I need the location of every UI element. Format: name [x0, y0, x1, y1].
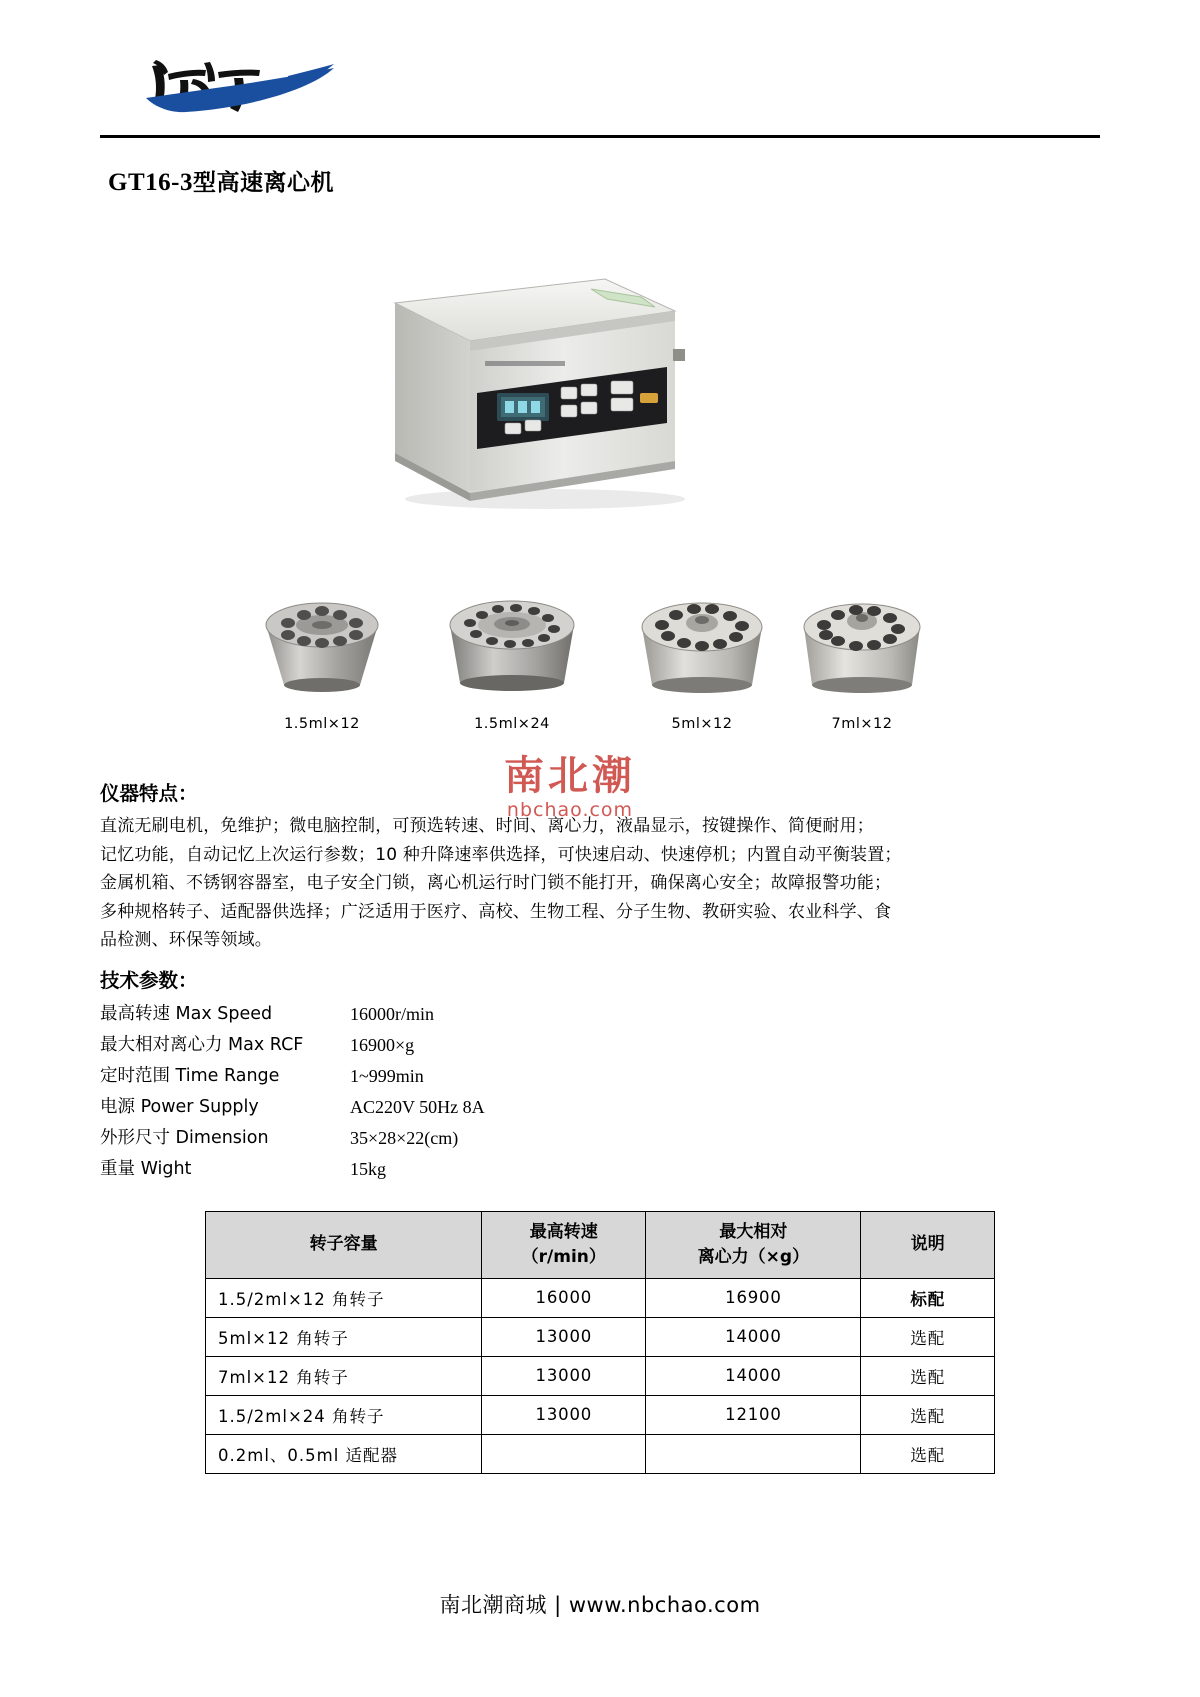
table-row [206, 1395, 995, 1434]
spec-value: 15kg [350, 1158, 386, 1179]
table-header-row [206, 1211, 995, 1278]
rotor-spec-table [205, 1211, 995, 1474]
table-header-cell: 最大相对 离心力（×g） [646, 1211, 861, 1278]
rotor-caption: 7ml×12 [831, 716, 893, 732]
table-header-cell: 转子容量 [206, 1211, 482, 1278]
watermark-en: nbchao.com [506, 799, 634, 821]
centrifuge-photo [355, 241, 685, 541]
spec-label: 重量 Wight [100, 1158, 192, 1179]
spec-label: 外形尺寸 Dimension [100, 1127, 269, 1148]
table-row [206, 1278, 995, 1317]
rotor-item [422, 573, 602, 732]
cell-max-rcf: 14000 [646, 1317, 861, 1356]
cell-max-rcf: 14000 [646, 1356, 861, 1395]
product-image-area [100, 231, 1100, 561]
spec-value: 16900×g [350, 1034, 415, 1055]
cell-max-speed: 13000 [482, 1317, 646, 1356]
cell-note: 选配 [861, 1395, 995, 1434]
rotor-caption: 1.5ml×12 [284, 716, 360, 732]
cell-max-speed: 13000 [482, 1395, 646, 1434]
page-title-model: GT16-3 [108, 169, 193, 196]
table-row [206, 1317, 995, 1356]
rotor-image [772, 573, 952, 703]
specs-heading: 技术参数： [100, 968, 198, 992]
table-header-cell: 说明 [861, 1211, 995, 1278]
cell-rotor-capacity: 1.5/2ml×24 角转子 [206, 1395, 482, 1434]
cell-rotor-capacity: 7ml×12 角转子 [206, 1356, 482, 1395]
spec-label: 最高转速 Max Speed [100, 1003, 273, 1024]
table-row [206, 1434, 995, 1473]
spec-row [100, 1030, 1100, 1061]
rotor-caption: 5ml×12 [671, 716, 733, 732]
page-footer: 南北潮商城 | www.nbchao.com [439, 1593, 761, 1617]
cell-rotor-capacity: 5ml×12 角转子 [206, 1317, 482, 1356]
features-body [100, 812, 1100, 955]
rotor-image [612, 573, 792, 703]
features-line: 多种规格转子、适配器供选择；广泛适用于医疗、高校、生物工程、分子生物、教研实验、农业科学、食 [100, 901, 892, 922]
spec-row [100, 1123, 1100, 1154]
spec-row [100, 1061, 1100, 1092]
table-header-cell: 最高转速 （r/min） [482, 1211, 646, 1278]
cell-max-rcf: 16900 [646, 1278, 861, 1317]
cell-note: 选配 [861, 1434, 995, 1473]
rotor-gallery [100, 573, 1100, 768]
spec-label: 最大相对离心力 Max RCF [100, 1034, 304, 1055]
features-line: 记忆功能，自动记忆上次运行参数；10 种升降速率供选择，可快速启动、快速停机；内置自动平衡装置； [100, 844, 902, 865]
spec-row [100, 1154, 1100, 1185]
header-divider [100, 135, 1100, 138]
features-line: 金属机箱、不锈钢容器室，电子安全门锁，离心机运行时门锁不能打开，确保离心安全；故障报警功能； [100, 873, 892, 893]
rotor-item [232, 573, 412, 732]
cell-rotor-capacity: 1.5/2ml×12 角转子 [206, 1278, 482, 1317]
page-title [108, 164, 1100, 197]
rotor-item [612, 573, 792, 732]
page-title-name: 型高速离心机 [192, 170, 334, 196]
cell-rotor-capacity: 0.2ml、0.5ml 适配器 [206, 1434, 482, 1473]
table-row [206, 1356, 995, 1395]
cell-max-speed: 16000 [482, 1278, 646, 1317]
cell-max-speed: 13000 [482, 1356, 646, 1395]
spec-value: 35×28×22(cm) [350, 1127, 459, 1148]
spec-row [100, 1092, 1100, 1123]
spec-value: 16000r/min [350, 1003, 434, 1024]
specs-list [100, 999, 1100, 1185]
features-heading: 仪器特点： [100, 782, 198, 805]
rotor-image [232, 573, 412, 703]
cell-max-rcf [646, 1434, 861, 1473]
rotor-caption: 1.5ml×24 [474, 716, 550, 732]
spec-label: 电源 Power Supply [100, 1096, 259, 1117]
spec-value: AC220V 50Hz 8A [350, 1096, 485, 1117]
spec-value: 1~999min [350, 1065, 424, 1086]
cell-note: 选配 [861, 1356, 995, 1395]
cell-max-rcf: 12100 [646, 1395, 861, 1434]
spec-label: 定时范围 Time Range [100, 1065, 280, 1086]
features-line: 品检测、环保等领域。 [100, 930, 272, 950]
rotor-image [422, 573, 602, 703]
page-header [100, 0, 1100, 138]
watermark-cn: 南北潮 [504, 753, 636, 799]
company-logo [138, 46, 358, 120]
cell-max-speed [482, 1434, 646, 1473]
features-line: 直流无刷电机，免维护；微电脑控制，可预选转速、时间、离心力，液晶显示，按键操作、简便耐用； [100, 816, 874, 836]
cell-note: 选配 [861, 1317, 995, 1356]
cell-note: 标配 [861, 1278, 995, 1317]
rotor-item [772, 573, 952, 732]
spec-row [100, 999, 1100, 1030]
